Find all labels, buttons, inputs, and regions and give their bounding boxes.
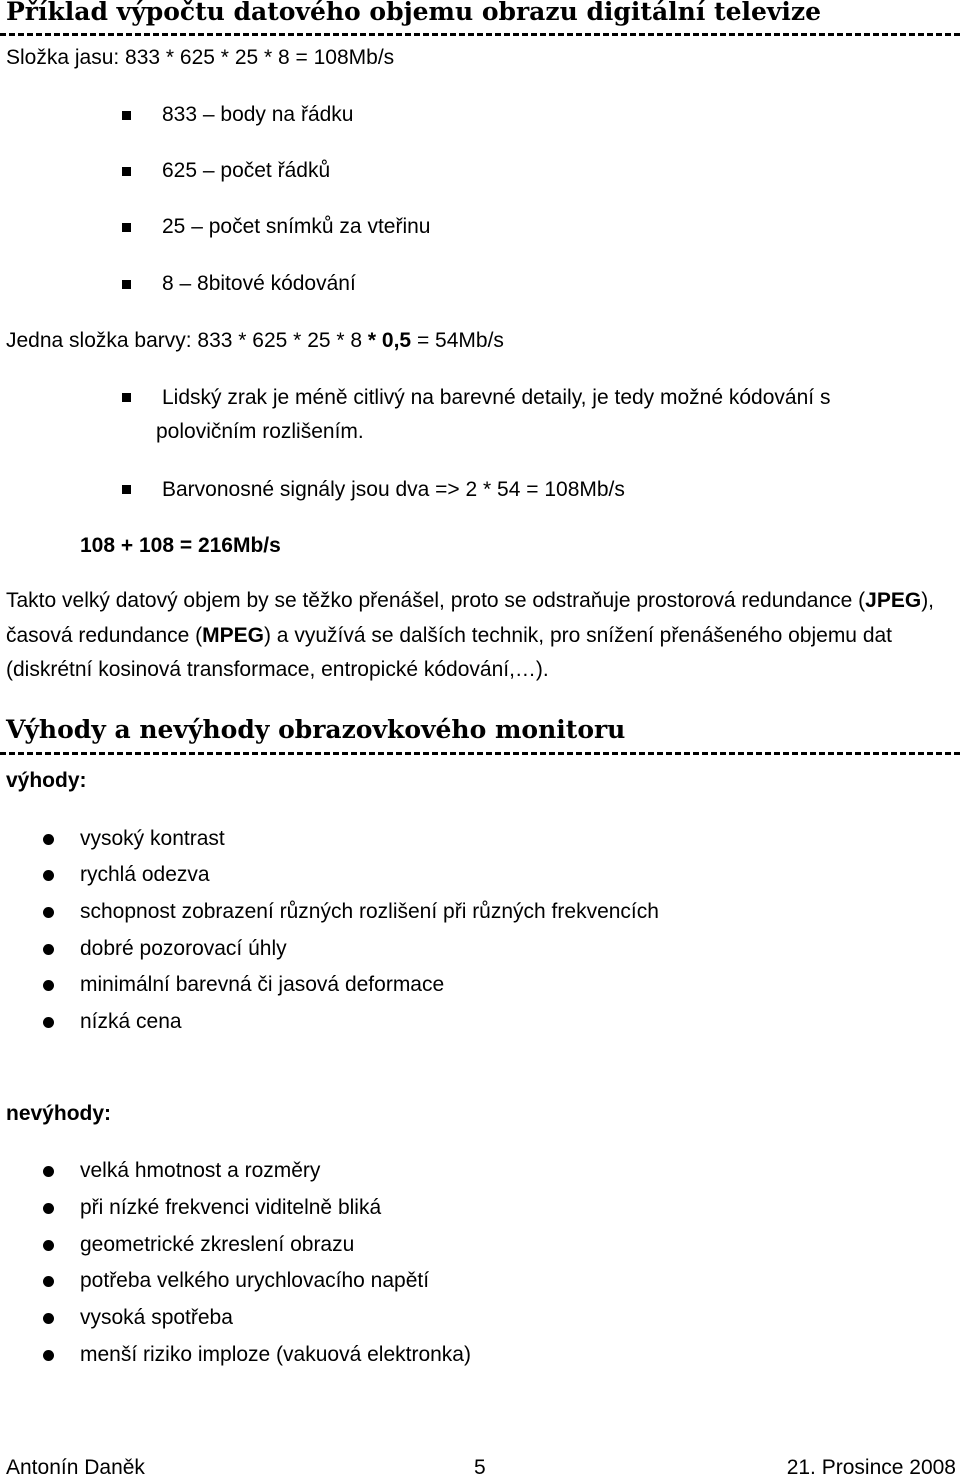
list-item-continuation: polovičním rozlišením. — [156, 420, 364, 443]
compression-paragraph — [6, 584, 951, 688]
list-item: 8 – 8bitové kódování — [162, 272, 356, 295]
round-bullet-icon — [43, 1276, 54, 1287]
round-bullet-icon — [43, 834, 54, 845]
list-item: nízká cena — [80, 1010, 182, 1033]
round-bullet-icon — [43, 1166, 54, 1177]
list-item: při nízké frekvenci viditelně bliká — [80, 1196, 382, 1219]
list-item: potřeba velkého urychlovacího napětí — [80, 1269, 430, 1292]
list-item: schopnost zobrazení různých rozlišení při různých frekvencích — [80, 900, 659, 923]
paragraph-text: Takto velký datový objem by se těžko přenášel, proto se odstraňuje prostorová redundance ( — [6, 589, 866, 612]
list-item: Lidský zrak je méně citlivý na barevné detaily, je tedy možné kódování s — [162, 386, 831, 409]
round-bullet-icon — [43, 1017, 54, 1028]
round-bullet-icon — [43, 1350, 54, 1361]
paragraph-bold-jpeg: JPEG — [865, 589, 922, 612]
round-bullet-icon — [43, 1313, 54, 1324]
square-bullet-icon — [122, 167, 131, 176]
round-bullet-icon — [43, 870, 54, 881]
list-item: vysoký kontrast — [80, 827, 225, 850]
round-bullet-icon — [43, 1203, 54, 1214]
chroma-formula-factor: * 0,5 — [367, 329, 412, 352]
paragraph-text: ), časová redundance ( — [6, 589, 935, 647]
round-bullet-icon — [43, 944, 54, 955]
round-bullet-icon — [43, 980, 54, 991]
list-item: rychlá odezva — [80, 863, 210, 886]
chroma-formula-end: = 54Mb/s — [411, 329, 504, 352]
list-item: 833 – body na řádku — [162, 103, 354, 126]
footer-date: 21. Prosince 2008 — [786, 1456, 956, 1479]
square-bullet-icon — [122, 280, 131, 289]
chroma-formula — [6, 328, 504, 354]
chroma-formula-start: Jedna složka barvy: 833 * 625 * 25 * 8 — [6, 329, 368, 352]
section-heading-tv-data: Příklad výpočtu datového objemu obrazu digitální televize — [6, 0, 822, 26]
square-bullet-icon — [122, 393, 131, 402]
luma-formula: Složka jasu: 833 * 625 * 25 * 8 = 108Mb/s — [6, 46, 395, 69]
heading-divider — [0, 752, 960, 755]
heading-divider — [0, 33, 960, 36]
list-item: vysoká spotřeba — [80, 1306, 233, 1329]
list-item: geometrické zkreslení obrazu — [80, 1233, 355, 1256]
total-bitrate: 108 + 108 = 216Mb/s — [80, 534, 281, 557]
list-item: Barvonosné signály jsou dva => 2 * 54 = 108Mb/s — [162, 478, 625, 501]
list-item: velká hmotnost a rozměry — [80, 1159, 321, 1182]
list-item: menší riziko imploze (vakuová elektronka) — [80, 1343, 471, 1366]
footer-page-number: 5 — [474, 1456, 486, 1479]
list-item: minimální barevná či jasová deformace — [80, 973, 445, 996]
list-item: 25 – počet snímků za vteřinu — [162, 215, 431, 238]
pros-label: výhody: — [6, 769, 87, 792]
paragraph-bold-mpeg: MPEG — [202, 623, 264, 647]
square-bullet-icon — [122, 485, 131, 494]
round-bullet-icon — [43, 907, 54, 918]
footer-author: Antonín Daněk — [6, 1456, 145, 1479]
paragraph-text: ) a využívá se dalších technik, pro snížení přenášeného objemu dat (diskrétní kosinová transformace, entropické kódování,…). — [6, 623, 893, 681]
list-item: 625 – počet řádků — [162, 159, 331, 182]
round-bullet-icon — [43, 1240, 54, 1251]
square-bullet-icon — [122, 111, 131, 120]
cons-label: nevýhody: — [6, 1102, 112, 1125]
section-heading-crt: Výhody a nevýhody obrazovkového monitoru — [6, 715, 626, 744]
list-item: dobré pozorovací úhly — [80, 937, 287, 960]
square-bullet-icon — [122, 223, 131, 232]
